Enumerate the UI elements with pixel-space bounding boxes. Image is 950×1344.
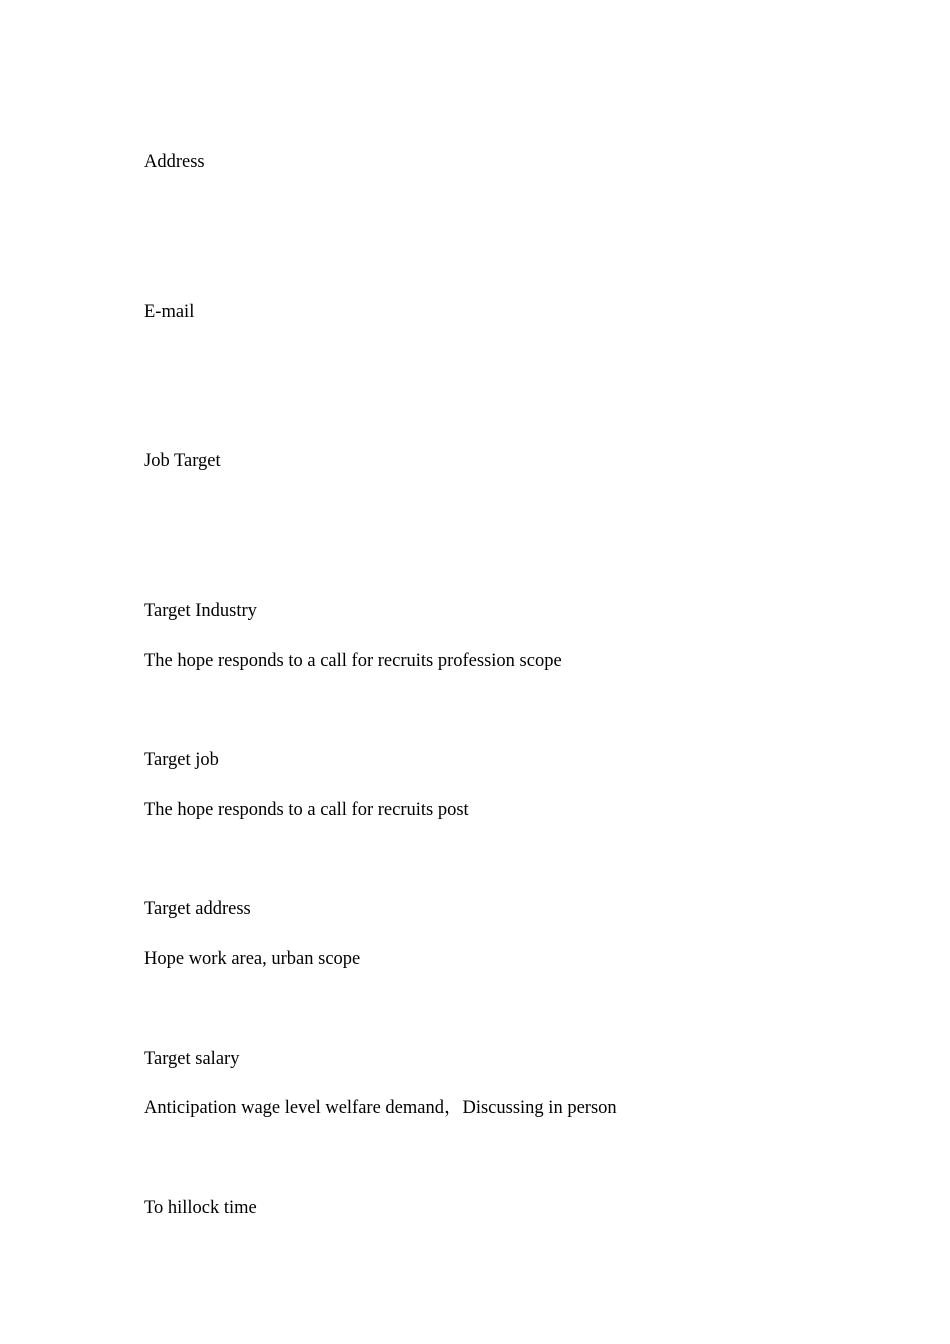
target-address-label: Target address bbox=[144, 899, 251, 919]
to-hillock-time-label: To hillock time bbox=[144, 1198, 257, 1218]
target-salary-value: Anticipation wage level welfare demand，Discussing in person bbox=[144, 1098, 617, 1118]
target-salary-label: Target salary bbox=[144, 1049, 240, 1069]
target-address-value: Hope work area, urban scope bbox=[144, 949, 361, 969]
email-label: E-mail bbox=[144, 302, 195, 322]
target-job-value: The hope responds to a call for recruits post bbox=[144, 800, 469, 820]
address-label: Address bbox=[144, 152, 205, 172]
target-job-label: Target job bbox=[144, 750, 219, 770]
target-industry-value: The hope responds to a call for recruits profession scope bbox=[144, 651, 562, 671]
target-industry-label: Target Industry bbox=[144, 601, 257, 621]
job-target-heading: Job Target bbox=[144, 451, 221, 471]
